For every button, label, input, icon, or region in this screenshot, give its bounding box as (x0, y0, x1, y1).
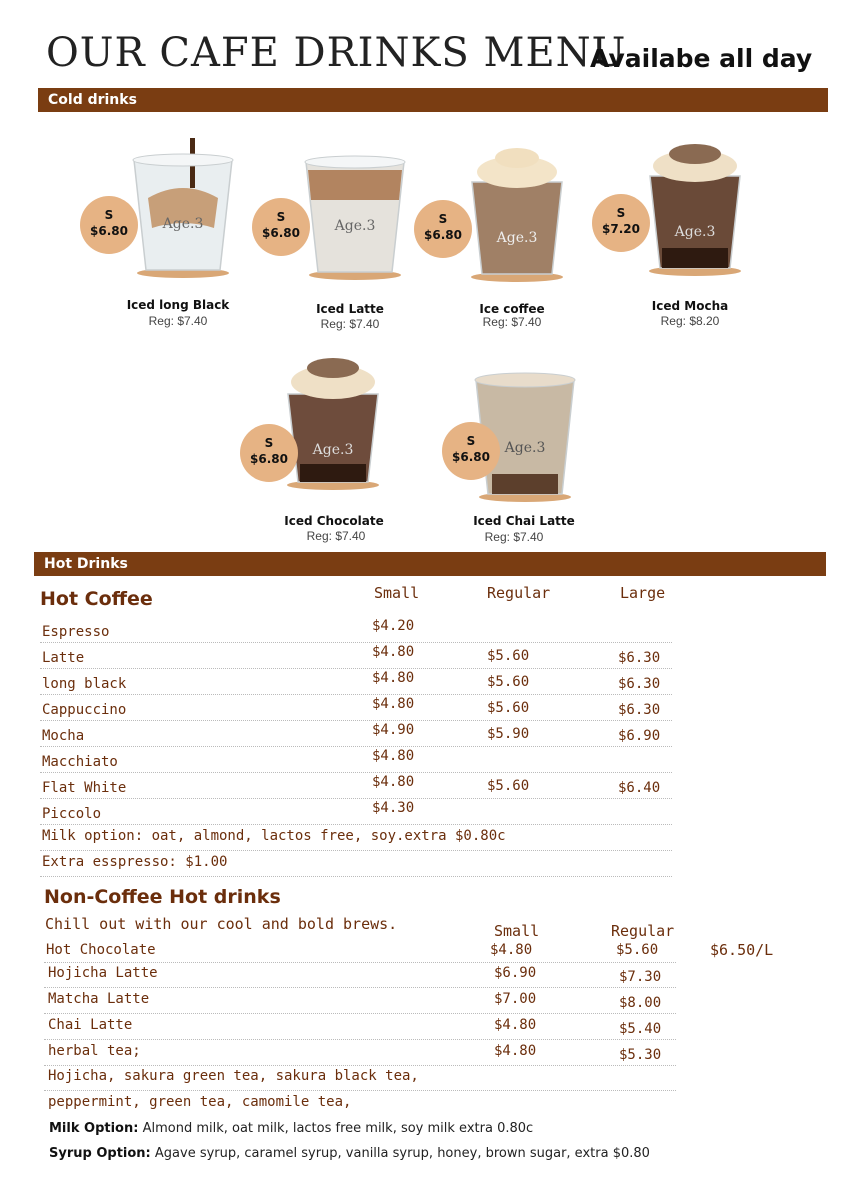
milk-option-text: Almond milk, oat milk, lactos free milk, soy milk extra 0.80c (142, 1121, 534, 1136)
price-small: $4.80 (494, 1017, 537, 1033)
syrup-option-line (49, 1146, 650, 1161)
drink-cup-image (462, 142, 572, 282)
drink-cup-image (640, 136, 750, 276)
price-badge (592, 194, 650, 252)
drink-card (602, 126, 760, 328)
syrup-option-label: Syrup Option: (49, 1146, 151, 1161)
price-badge (240, 424, 298, 482)
column-header-small: Small (494, 922, 540, 940)
price-small: $6.80 (262, 226, 300, 240)
table-row (40, 696, 672, 721)
item-name: long black (42, 676, 127, 692)
item-name: Latte (42, 650, 85, 666)
column-header-regular: Regular (611, 922, 675, 940)
drink-card (424, 132, 582, 332)
table-row (44, 938, 676, 963)
size-label: S (438, 212, 448, 226)
drink-regular-price: Reg: $8.20 (660, 314, 720, 328)
item-name: herbal tea; (48, 1043, 141, 1059)
item-name: Macchiato (42, 754, 118, 770)
drink-card (454, 352, 594, 552)
table-row (40, 774, 672, 799)
price-small: $7.00 (494, 991, 537, 1007)
price-badge (414, 200, 472, 258)
drink-cup-image (278, 350, 388, 490)
price-small: $4.80 (372, 670, 415, 686)
svg-text:Age.3: Age.3 (162, 216, 204, 232)
svg-text:Age.3: Age.3 (674, 224, 716, 240)
item-name: Matcha Latte (48, 991, 150, 1007)
milk-option-label: Milk Option: (49, 1121, 139, 1136)
price-badge (80, 196, 138, 254)
price-small: $6.80 (250, 452, 288, 466)
extra-espresso-note: Extra esspresso: $1.00 (42, 854, 228, 870)
section-label-hot: Hot Drinks (44, 556, 128, 572)
tea-list-row (44, 1092, 676, 1116)
price-large: $6.90 (618, 728, 661, 744)
price-small: $4.80 (372, 774, 415, 790)
price-large: $6.30 (618, 650, 661, 666)
drink-name: Ice coffee (479, 302, 545, 316)
drink-name: Iced Mocha (651, 299, 729, 313)
drink-regular-price: Reg: $7.40 (148, 314, 208, 328)
item-name: Hot Chocolate (46, 942, 156, 958)
price-small: $4.20 (372, 618, 415, 634)
column-header-large: Large (620, 584, 666, 602)
svg-text:Age.3: Age.3 (504, 440, 546, 456)
extra-espresso-row (40, 852, 672, 877)
price-regular: $5.60 (487, 778, 530, 794)
drink-card (250, 340, 392, 543)
price-large: $6.40 (618, 780, 661, 796)
price-small: $6.80 (90, 224, 128, 238)
price-regular: $8.00 (619, 995, 662, 1011)
item-name: Mocha (42, 728, 85, 744)
drink-cup-image (300, 140, 410, 280)
size-label: S (264, 436, 274, 450)
drink-name: Iced Chai Latte (473, 514, 575, 528)
item-name: Flat White (42, 780, 127, 796)
price-large: $6.30 (618, 676, 661, 692)
drink-regular-price: Reg: $7.40 (306, 529, 366, 543)
price-small: $6.90 (494, 965, 537, 981)
price-small: $6.80 (424, 228, 462, 242)
section-bar-cold (38, 88, 828, 112)
table-row (44, 1041, 676, 1066)
price-large-extra: $6.50/L (710, 941, 774, 959)
price-small: $4.80 (372, 696, 415, 712)
section-bar-hot (34, 552, 826, 576)
price-regular: $5.40 (619, 1021, 662, 1037)
size-label: S (616, 206, 626, 220)
table-row (44, 1015, 676, 1040)
price-small: $6.80 (452, 450, 490, 464)
drink-name: Iced long Black (126, 298, 230, 312)
price-small: $4.80 (372, 748, 415, 764)
price-badge (442, 422, 500, 480)
price-regular: $5.90 (487, 726, 530, 742)
drink-name: Iced Chocolate (284, 514, 384, 528)
table-row (44, 989, 676, 1014)
drink-card (262, 130, 420, 331)
milk-option-note: Milk option: oat, almond, lactos free, soy.extra $0.80c (42, 828, 506, 844)
milk-option-line (49, 1121, 533, 1136)
price-small: $4.90 (372, 722, 415, 738)
price-regular: $5.30 (619, 1047, 662, 1063)
drink-regular-price: Reg: $7.40 (320, 317, 380, 331)
item-name: Chai Latte (48, 1017, 133, 1033)
item-name: Cappuccino (42, 702, 127, 718)
section-label-cold: Cold drinks (48, 92, 137, 108)
drink-cup-image (128, 138, 238, 278)
availability-note: Availabe all day (590, 44, 813, 73)
price-regular: $5.60 (616, 942, 659, 958)
size-label: S (276, 210, 286, 224)
menu-title: OUR CAFE DRINKS MENU (46, 30, 627, 76)
item-name: Piccolo (42, 806, 102, 822)
column-header-regular: Regular (487, 584, 551, 602)
column-header-small: Small (374, 584, 420, 602)
svg-text:Age.3: Age.3 (312, 442, 354, 458)
table-row (40, 748, 672, 773)
tea-list-line: peppermint, green tea, camomile tea, (48, 1094, 352, 1110)
tea-list-row (44, 1066, 676, 1091)
non-coffee-title: Non-Coffee Hot drinks (44, 886, 281, 908)
table-row (44, 963, 676, 988)
price-regular: $5.60 (487, 700, 530, 716)
svg-text:Age.3: Age.3 (334, 218, 376, 234)
price-badge (252, 198, 310, 256)
price-regular: $7.30 (619, 969, 662, 985)
price-small: $4.30 (372, 800, 415, 816)
price-small: $7.20 (602, 222, 640, 236)
svg-text:Age.3: Age.3 (496, 230, 538, 246)
size-label: S (466, 434, 476, 448)
drink-regular-price: Reg: $7.40 (484, 530, 544, 544)
tea-list-line: Hojicha, sakura green tea, sakura black tea, (48, 1068, 419, 1084)
price-regular: $5.60 (487, 674, 530, 690)
table-row (40, 670, 672, 695)
drink-regular-price: Reg: $7.40 (482, 315, 542, 329)
non-coffee-subtitle: Chill out with our cool and bold brews. (45, 915, 398, 933)
table-row (40, 618, 672, 643)
table-row (40, 644, 672, 669)
table-row (40, 722, 672, 747)
drink-name: Iced Latte (316, 302, 384, 316)
price-small: $4.80 (372, 644, 415, 660)
hot-coffee-title: Hot Coffee (40, 588, 153, 610)
item-name: Hojicha Latte (48, 965, 158, 981)
size-label: S (104, 208, 114, 222)
price-regular: $5.60 (487, 648, 530, 664)
table-row (40, 800, 672, 825)
price-small: $4.80 (494, 1043, 537, 1059)
drink-card (90, 128, 248, 328)
milk-option-row (40, 826, 672, 851)
item-name: Espresso (42, 624, 110, 640)
price-small: $4.80 (490, 942, 533, 958)
syrup-option-text: Agave syrup, caramel syrup, vanilla syrup, honey, brown sugar, extra $0.80 (154, 1146, 650, 1161)
price-large: $6.30 (618, 702, 661, 718)
